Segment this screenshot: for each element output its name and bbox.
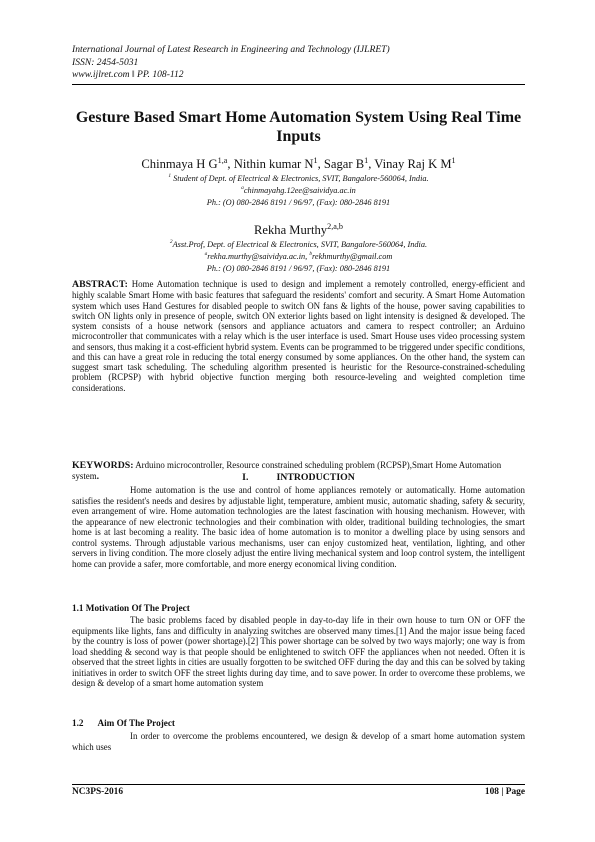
subsection-heading: 1.2 Aim Of The Project <box>72 718 175 728</box>
keywords-label: KEYWORDS: <box>72 460 134 471</box>
header-divider <box>72 84 525 85</box>
email-2: $^a$rekha.murthy@saividya.ac.in, $^b$rekhmurthy@gmail.com <box>204 251 393 261</box>
affiliation-2: $^2$Asst.Prof, Dept. of Electrical & Electronics, SVIT, Bangalore-560064, India. <box>169 239 428 249</box>
intro-paragraph: Home automation is the use and control of home appliances remotely or automatically. Home automation satisfies the resident's needs and desires by adjustable light, temperature, ambient music, automatic shading, safety & security, even arrangement of wire. Home automation technologies are the latest fascination with housing mechanism. However, with the appearance of new electronic technologies and their combination with older, traditional building technologies, the smart home is at last becoming a reality. The basic idea of home automation is to monitor a dwelling place by using sensors and control systems. Through adjustable various mechanisms, user can enjoy customized heat, ventilation, lighting, and other servers in living condition. The more closely adjust the entire living mechanical system and loop control system, the intelligent home can provide a safer, more comfortable, and more energy economical living condition. <box>72 485 525 569</box>
journal-name: International Journal of Latest Research in Engineering and Technology (IJLRET) <box>72 44 390 55</box>
phone-1: Ph.: (O) 080-2846 8191 / 96/97, (Fax): 080-2846 8191 <box>206 198 391 207</box>
author-name: Chinmaya H G <box>141 157 218 171</box>
author-name: Rekha Murthy <box>253 223 328 237</box>
section-heading: I. INTRODUCTION <box>242 472 355 483</box>
footer-conference: NC3PS-2016 <box>72 787 124 797</box>
journal-header <box>72 44 390 82</box>
subsection-heading: 1.1 Motivation Of The Project <box>72 603 190 613</box>
abstract <box>72 279 525 393</box>
paper-title: Gesture Based Smart Home Automation System Using Real Time Inputs <box>75 109 522 145</box>
footer-page-number: 108 | Page <box>484 787 525 797</box>
email-1: $^a$chinmayahg.12ee@saividya.ac.in <box>241 185 356 195</box>
abstract-label: ABSTRACT: <box>72 279 128 290</box>
phone-2: Ph.: (O) 080-2846 8191 / 96/97, (Fax): 080-2846 8191 <box>206 264 391 273</box>
abstract-text: Home Automation technique is used to design and implement a remotely controlled, energy-efficient and highly scalable Smart Home with basic features that safeguard the residents' comfort and security. A Smart Home Automation system which uses Hand Gestures for disabled people to switch ON fans & lights of the house, power saving capabilities to switch ON lights only in presence of people, switch ON exterior lights based on light intensity is designed & developed. The system consists of a house network (sensors and appliance actuators and camera to respect controller; an Arduino microcontroller that communicates with a relay which is the user interface is used. Smart House uses video processing system and sensors, thus making it a cost-efficient hybrid system. Events can be programmed to be triggered under specific conditions, and this can have a great role in reducing the total energy consumed by some appliances. On the other hand, the system can suggest smart task scheduling. The scheduling algorithm presented is heuristic for the Resource-constrained-scheduling problem (RCPSP) with hybrid objective function merging both resource-leveling and weighted completion time considerations. <box>72 279 525 393</box>
journal-issn: ISSN: 2454-5031 <box>72 56 139 68</box>
motivation-paragraph: The basic problems faced by disabled people in day-to-day life in their own house to turn ON or OFF the equipments like lights, fans and difficulty in analyzing switches are observed many times.[1] And the major issue being faced by the country is loss of power (power shortage).[2] This power shortage can be solved by two ways majorly; one way is from load shedding & second way is that people should be enlightened to switch OFF the appliances when not needed. Often it is observed that the street lights in cities are usually forgotten to be switched OFF during the day and this can be solved by taking initiatives in order to switch OFF the street lights during day time, and to save power. In order to overcome these problems, we design & develop of a smart home automation system <box>72 615 525 688</box>
footer-divider <box>72 784 525 785</box>
author-2: Rekha Murthy$^{2,a,b}$ <box>253 221 344 237</box>
author-name: Vinay Raj K M <box>374 157 452 171</box>
journal-site: www.ijlret.com ǁ PP. 108-112 <box>72 69 184 81</box>
author-name: Sagar B <box>323 157 365 171</box>
author-list: Chinmaya H G$^{1,a}$, Nithin kumar $N^1$, Sagar $B^1$, Vinay Raj K $M^1$ <box>141 155 456 171</box>
keywords: KEYWORDS: Arduino microcontroller, Resource constrained scheduling problem (RCPSP),Smart Home Automation system. <box>72 460 502 483</box>
keywords-text: Arduino microcontroller, Resource constrained scheduling problem (RCPSP),Smart Home Automation system <box>72 460 502 482</box>
aim-paragraph: In order to overcome the problems encountered, we design & develop of a smart home automation system which uses <box>72 731 525 752</box>
author-name: Nithin kumar N <box>233 157 314 171</box>
affiliation-1: $^1$ Student of Dept. of Electrical & Electronics, SVIT, Bangalore-560064, India. <box>168 173 429 183</box>
